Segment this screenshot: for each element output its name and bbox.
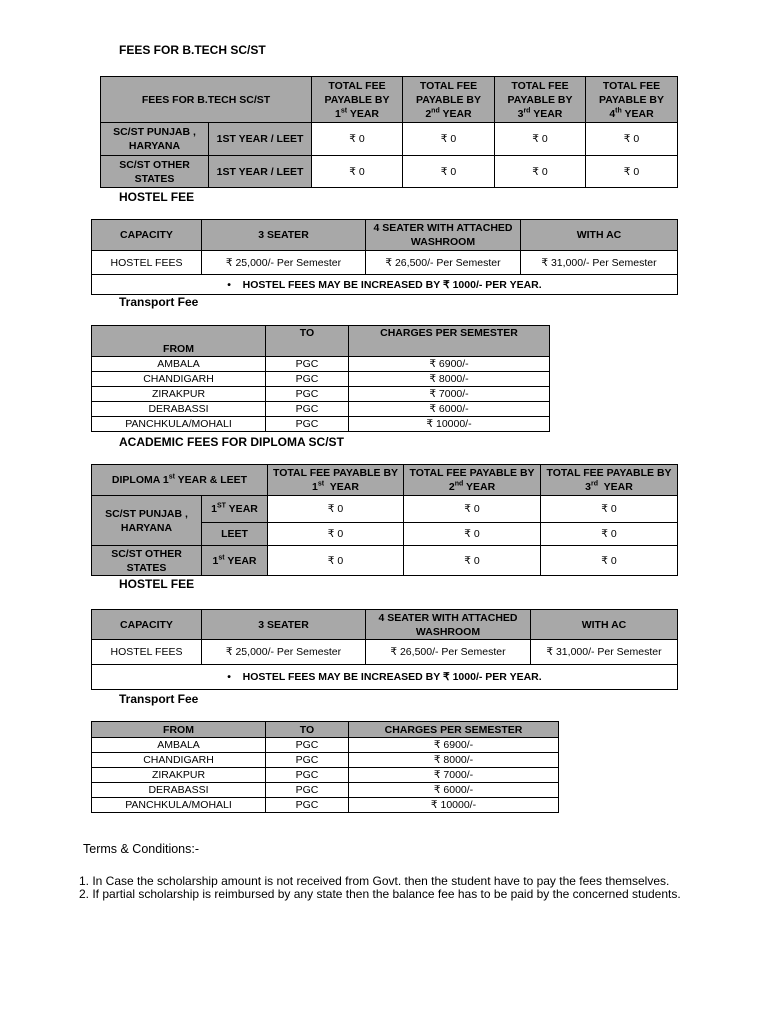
terms-item: 2. If partial scholarship is reimbursed by any state then the balance fee has to be paid by the concerned students. bbox=[79, 887, 681, 901]
diploma-section-title: ACADEMIC FEES FOR DIPLOMA SC/ST bbox=[119, 435, 344, 449]
diploma-fee-table bbox=[91, 464, 678, 576]
btech-row-label: 1ST YEAR / LEET bbox=[209, 123, 312, 156]
fee-cell: ₹ 0 bbox=[541, 546, 678, 576]
fee-cell: ₹ 0 bbox=[541, 496, 678, 523]
transport-fee-title: Transport Fee bbox=[119, 692, 199, 706]
bullet-icon: • bbox=[227, 671, 231, 683]
btech-row-group: SC/ST OTHER STATES bbox=[101, 156, 209, 188]
bullet-icon: • bbox=[227, 278, 231, 291]
fee-cell: ₹ 0 bbox=[312, 123, 403, 156]
hostel-row-label: HOSTEL FEES bbox=[92, 640, 202, 665]
transport-fee-table bbox=[91, 721, 559, 813]
diploma-row-label: LEET bbox=[202, 523, 268, 546]
terms-item: 1. In Case the scholarship amount is not received from Govt. then the student have to pay the fees themselves. bbox=[79, 874, 670, 888]
hostel-head-3-seater: 3 SEATER bbox=[202, 220, 366, 251]
btech-col-year-1: TOTAL FEE PAYABLE BY 1st YEAR bbox=[312, 77, 403, 123]
hostel-head-ac: WITH AC bbox=[521, 220, 678, 251]
hostel-head-ac: WITH AC bbox=[531, 610, 678, 640]
table-row: CHANDIGARH PGC ₹ 8000/- bbox=[92, 753, 559, 768]
fee-cell: ₹ 0 bbox=[403, 123, 495, 156]
diploma-row-label: 1ST YEAR bbox=[202, 496, 268, 523]
btech-row-label: 1ST YEAR / LEET bbox=[209, 156, 312, 188]
terms-title: Terms & Conditions:- bbox=[83, 842, 200, 856]
hostel-note: • HOSTEL FEES MAY BE INCREASED BY ₹ 1000/- PER YEAR. bbox=[92, 665, 678, 690]
fee-cell: ₹ 0 bbox=[268, 546, 404, 576]
table-row bbox=[101, 123, 678, 156]
table-row bbox=[101, 156, 678, 188]
hostel-row-label: HOSTEL FEES bbox=[92, 251, 202, 275]
transport-head-from: FROM bbox=[92, 326, 266, 357]
transport-fee-title: Transport Fee bbox=[119, 295, 199, 309]
hostel-fee-title: HOSTEL FEE bbox=[119, 577, 195, 591]
hostel-note: • HOSTEL FEES MAY BE INCREASED BY ₹ 1000/- PER YEAR. bbox=[92, 275, 678, 295]
hostel-head-capacity: CAPACITY bbox=[92, 610, 202, 640]
fee-cell: ₹ 0 bbox=[586, 156, 678, 188]
transport-head-to: TO bbox=[266, 326, 349, 357]
table-row bbox=[92, 496, 678, 523]
fee-cell: ₹ 26,500/- Per Semester bbox=[366, 251, 521, 275]
diploma-col-year-3: TOTAL FEE PAYABLE BY 3rd YEAR bbox=[541, 465, 678, 496]
fee-cell: ₹ 25,000/- Per Semester bbox=[202, 640, 366, 665]
diploma-row-label: 1st YEAR bbox=[202, 546, 268, 576]
hostel-fee-title: HOSTEL FEE bbox=[119, 190, 195, 204]
table-row bbox=[92, 640, 678, 665]
fee-cell: ₹ 25,000/- Per Semester bbox=[202, 251, 366, 275]
fee-cell: ₹ 31,000/- Per Semester bbox=[521, 251, 678, 275]
table-row: AMBALA PGC ₹ 6900/- bbox=[92, 357, 550, 372]
table-row bbox=[92, 546, 678, 576]
table-row: ZIRAKPUR PGC ₹ 7000/- bbox=[92, 768, 559, 783]
btech-col-year-4: TOTAL FEE PAYABLE BY 4th YEAR bbox=[586, 77, 678, 123]
btech-col-year-2: TOTAL FEE PAYABLE BY 2nd YEAR bbox=[403, 77, 495, 123]
table-row: PANCHKULA/MOHALI PGC ₹ 10000/- bbox=[92, 798, 559, 813]
transport-head-from: FROM bbox=[92, 722, 266, 738]
transport-head-to: TO bbox=[266, 722, 349, 738]
btech-col-year-3: TOTAL FEE PAYABLE BY 3rd YEAR bbox=[495, 77, 586, 123]
fee-cell: ₹ 0 bbox=[404, 546, 541, 576]
btech-table-head: FEES FOR B.TECH SC/ST bbox=[101, 77, 312, 123]
btech-fee-table bbox=[100, 76, 678, 188]
table-row: CHANDIGARH PGC ₹ 8000/- bbox=[92, 372, 550, 387]
fee-cell: ₹ 0 bbox=[268, 523, 404, 546]
fee-cell: ₹ 0 bbox=[495, 156, 586, 188]
hostel-fee-table bbox=[91, 609, 678, 690]
fee-cell: ₹ 0 bbox=[495, 123, 586, 156]
fee-cell: ₹ 0 bbox=[403, 156, 495, 188]
hostel-head-3-seater: 3 SEATER bbox=[202, 610, 366, 640]
hostel-head-4-seater: 4 SEATER WITH ATTACHED WASHROOM bbox=[366, 220, 521, 251]
fee-cell: ₹ 0 bbox=[404, 523, 541, 546]
diploma-table-head: DIPLOMA 1st YEAR & LEET bbox=[92, 465, 268, 496]
fee-cell: ₹ 0 bbox=[312, 156, 403, 188]
hostel-head-4-seater: 4 SEATER WITH ATTACHED WASHROOM bbox=[366, 610, 531, 640]
transport-fee-table bbox=[91, 325, 550, 432]
btech-section-title: FEES FOR B.TECH SC/ST bbox=[119, 43, 266, 57]
fee-cell: ₹ 0 bbox=[404, 496, 541, 523]
table-row bbox=[92, 251, 678, 275]
transport-head-charges: CHARGES PER SEMESTER bbox=[349, 722, 559, 738]
hostel-head-capacity: CAPACITY bbox=[92, 220, 202, 251]
btech-row-group: SC/ST PUNJAB , HARYANA bbox=[101, 123, 209, 156]
table-row: AMBALA PGC ₹ 6900/- bbox=[92, 738, 559, 753]
table-row: DERABASSI PGC ₹ 6000/- bbox=[92, 783, 559, 798]
transport-head-charges: CHARGES PER SEMESTER bbox=[349, 326, 550, 357]
table-row: DERABASSI PGC ₹ 6000/- bbox=[92, 402, 550, 417]
fee-cell: ₹ 0 bbox=[586, 123, 678, 156]
fee-cell: ₹ 0 bbox=[541, 523, 678, 546]
fee-cell: ₹ 0 bbox=[268, 496, 404, 523]
table-row: ZIRAKPUR PGC ₹ 7000/- bbox=[92, 387, 550, 402]
diploma-row-group: SC/ST OTHER STATES bbox=[92, 546, 202, 576]
hostel-fee-table bbox=[91, 219, 678, 295]
fee-cell: ₹ 26,500/- Per Semester bbox=[366, 640, 531, 665]
diploma-col-year-1: TOTAL FEE PAYABLE BY 1st YEAR bbox=[268, 465, 404, 496]
fee-cell: ₹ 31,000/- Per Semester bbox=[531, 640, 678, 665]
diploma-col-year-2: TOTAL FEE PAYABLE BY 2nd YEAR bbox=[404, 465, 541, 496]
table-row: PANCHKULA/MOHALI PGC ₹ 10000/- bbox=[92, 417, 550, 432]
diploma-row-group: SC/ST PUNJAB , HARYANA bbox=[92, 496, 202, 546]
